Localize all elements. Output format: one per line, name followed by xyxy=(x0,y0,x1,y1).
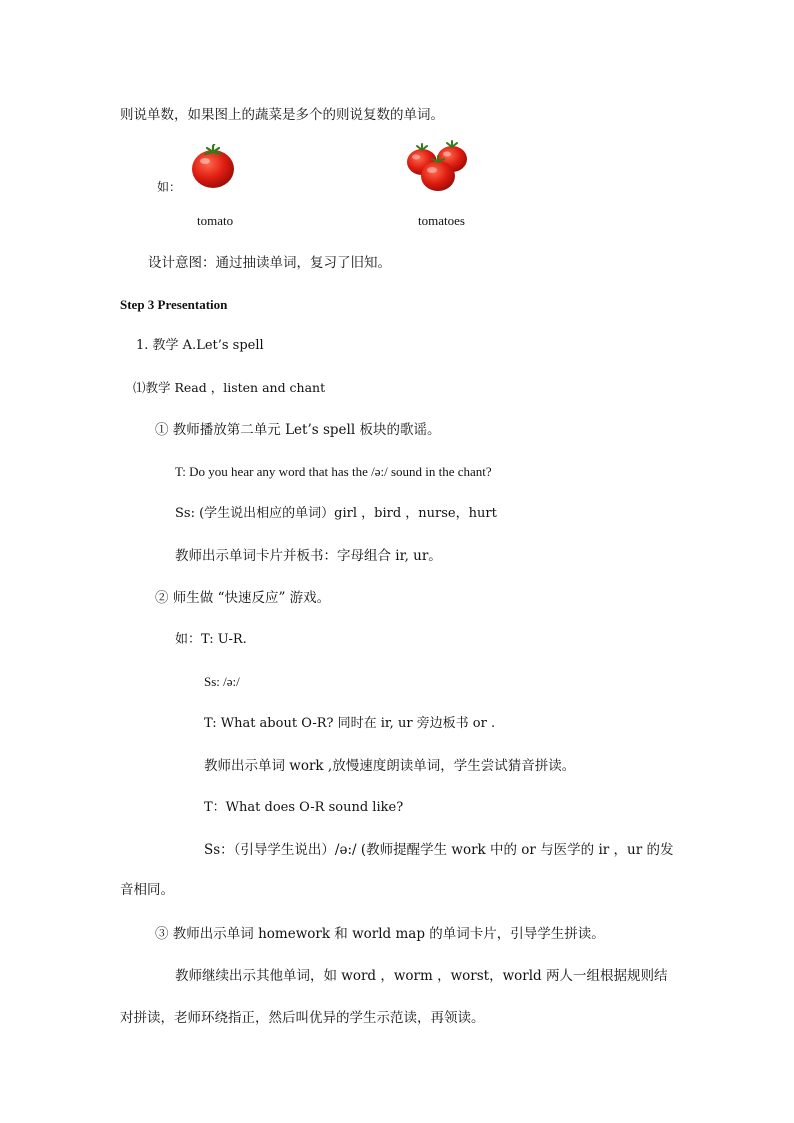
teacher-what-about: T: What about O-R? 同时在 ir, ur 旁边板书 or . xyxy=(204,716,496,731)
example-teacher-line: 如：T: U-R. xyxy=(175,632,247,647)
teacher-question: T: Do you hear any word that has the /ə:/ sound in the chant? xyxy=(175,464,492,479)
students-answer: Ss: (学生说出相应的单词）girl ，bird ，nurse，hurt xyxy=(175,506,497,521)
item-1: 1. 教学 A.Let’s spell xyxy=(136,338,264,353)
image-caption-tomato: tomato xyxy=(197,213,234,228)
sub-item-1: ⑴教学 Read ，listen and chant xyxy=(133,380,326,395)
example-label: 如： xyxy=(157,180,182,194)
circle-step-2: ② 师生做 “快速反应” 游戏。 xyxy=(155,590,331,606)
teacher-cards: 教师出示单词卡片并板书：字母组合 ir, ur。 xyxy=(175,548,442,564)
students-guided: Ss：（引导学生说出）/ə:/ (教师提醒学生 work 中的 or 与医学的 ir ，ur 的发 xyxy=(204,842,674,858)
teacher-sound-like: T：What does O-R sound like? xyxy=(204,800,404,815)
students-guided-continued: 音相同。 xyxy=(120,882,174,898)
step-heading: Step 3 Presentation xyxy=(120,297,228,312)
teacher-continue: 教师继续出示其他单词，如 word ，worm ，worst，world 两人一组根据规则结 xyxy=(175,968,668,984)
teacher-continue-continued: 对拼读，老师环绕指正，然后叫优异的学生示范读，再领读。 xyxy=(120,1010,485,1026)
students-sound: Ss: /ə:/ xyxy=(204,674,240,689)
intro-line: 则说单数，如果图上的蔬菜是多个的则说复数的单词。 xyxy=(120,107,444,123)
image-caption-tomatoes: tomatoes xyxy=(418,213,465,228)
circle-step-1: ① 教师播放第二单元 Let’s spell 板块的歌谣。 xyxy=(155,422,441,438)
single-tomato-icon xyxy=(190,144,238,190)
circle-step-3: ③ 教师出示单词 homework 和 world map 的单词卡片，引导学生拼读。 xyxy=(155,926,605,942)
teacher-work: 教师出示单词 work ,放慢速度朗读单词，学生尝试猜音拼读。 xyxy=(204,758,576,774)
design-intent: 设计意图：通过抽读单词，复习了旧知。 xyxy=(148,255,391,271)
three-tomatoes-icon xyxy=(405,140,469,194)
